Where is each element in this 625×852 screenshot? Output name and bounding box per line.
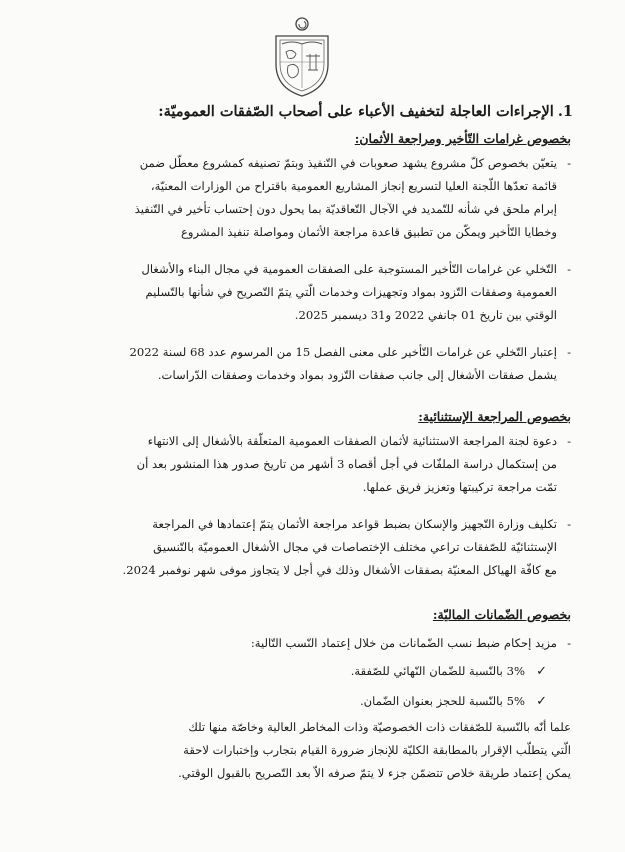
guarantee-rate-retention: ✓5% بالنّسبة للحجز بعنوان الضّمان. <box>360 690 547 713</box>
text-line: مع كافّة الهياكل المعنيّة بصفقات الأشغال وذلك في أجل لا يتجاوز موفى شهر نوفمبر 2024. <box>122 563 557 577</box>
section-title-exceptional-review: بخصوص المراجعة الإستثنائية: <box>418 409 571 424</box>
text-line: يشمل صفقات الأشغال إلى جانب صفقات التّزود بمواد وخدمات وصفقات الدّراسات. <box>157 368 557 382</box>
checkmark-icon: ✓ <box>536 694 547 709</box>
text-line: -إعتبار التّخلي عن غرامات التّأخير على معنى الفصل 15 من المرسوم عدد 68 لسنة 2022 <box>129 345 571 359</box>
section1-item2 <box>51 258 571 327</box>
text-line: علما أنّه بالنّسبة للصّفقات ذات الخصوصيّة وذات المخاطر العالية وخاصّة منها تلك <box>188 720 571 734</box>
text-line: -تكليف وزارة التّجهيز والإسكان بضبط قواعد مراجعة الأثمان يتمّ إعتمادها في المراجعة <box>152 517 571 531</box>
heading-number: 1. <box>557 103 573 120</box>
section3-item1 <box>51 632 571 655</box>
tunisia-coat-of-arms-icon <box>270 14 334 98</box>
section-title-financial-guarantees: بخصوص الضّمانات الماليّة: <box>432 607 571 622</box>
text-line: من إستكمال دراسة الملفّات في أجل أقصاه 3 أشهر من تاريخ صدور هذا المنشور بعد أن <box>136 457 557 471</box>
text-line: وخطايا التّأخير ويمكّن من تطبيق قاعدة مراجعة الأثمان ومواصلة تنفيذ المشروع <box>180 225 557 239</box>
text-line: الّتي يتطلّب الإقرار بالمطابقة الكليّة للإنجاز ضرورة القيام بتجارب وإختبارات لاحقة <box>183 743 571 757</box>
section1-item1 <box>51 152 571 244</box>
text-line: -التّخلي عن غرامات التّأخير المستوجبة على الصفقات العمومية في مجال البناء والأشغال <box>141 262 571 276</box>
closing-paragraph <box>51 716 571 785</box>
text-line: يمكن إعتماد طريقة خلاص تتضمّن جزء لا يتمّ صرفه الاّ بعد التّصريح بالقبول الوقتي. <box>178 766 571 780</box>
section1-item3 <box>51 341 571 387</box>
text-line: العمومية وصفقات التّزود بمواد وتجهيزات وخدمات الّتي يتمّ التّصريح في شأنها بالتّسليم <box>145 285 557 299</box>
heading-title: الإجراءات العاجلة لتخفيف الأعباء على أصحاب الصّفقات العموميّة: <box>158 103 554 120</box>
text-line: -مزيد إحكام ضبط نسب الضّمانات من خلال إعتماد النّسب التّالية: <box>250 636 571 650</box>
text-line: قائمة تعدّها اللّجنة العليا لتسريع إنجاز المشاريع العمومية باقتراح من الوزارات المعنيّة، <box>150 179 557 193</box>
section2-item2 <box>51 513 571 582</box>
checkmark-icon: ✓ <box>536 664 547 679</box>
text-line: تمّت مراجعة تركيبتها وتعزيز فريق عملها. <box>362 480 557 494</box>
guarantee-rate-final: ✓3% بالنّسبة للضّمان النّهائي للصّفقة. <box>351 660 547 683</box>
text-line: -دعوة لجنة المراجعة الاستثنائية لأثمان الصفقات العمومية المتعلّقة بالأشغال إلى الانتهاء <box>147 434 571 448</box>
section2-item1 <box>51 430 571 499</box>
text-line: الوقتي بين تاريخ 01 جانفي 2022 و31 ديسمبر 2025. <box>294 308 557 322</box>
main-heading <box>53 102 573 122</box>
section-title-delay-penalties: بخصوص غرامات التّأخير ومراجعة الأثمان: <box>354 131 571 146</box>
text-line: -يتعيّن بخصوص كلّ مشروع يشهد صعوبات في التّنفيذ وبتمّ تصنيفه كمشروع معطّل ضمن <box>139 156 571 170</box>
text-line: الإستثنائيّة للصّفقات تراعي مختلف الإختصاصات في مجال الأشغال العموميّة بالتّنسيق <box>153 540 557 554</box>
text-line: إبرام ملحق في شأنه للتّمديد في الآجال التّعاقديّة بما يحول دون إحتساب تأخير في التّنفيذ <box>134 202 557 216</box>
